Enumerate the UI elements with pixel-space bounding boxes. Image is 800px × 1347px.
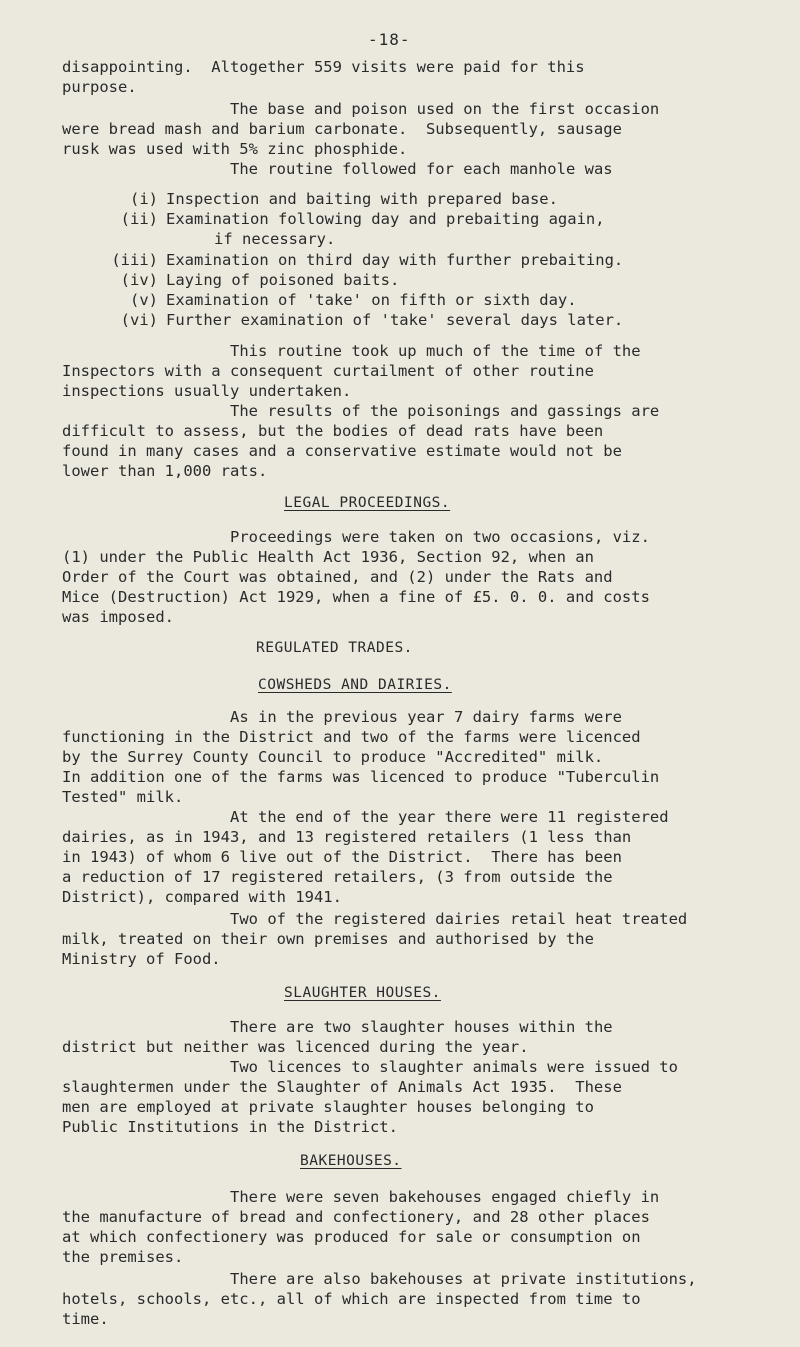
text-line: functioning in the District and two of the farms were licenced: [62, 728, 641, 746]
text-line: The base and poison used on the first occasion: [230, 100, 660, 118]
list-item: Laying of poisoned baits.: [166, 271, 400, 289]
list-item-number: (ii): [120, 210, 158, 228]
section-heading-bakehouses: BAKEHOUSES.: [300, 1153, 402, 1169]
text-line: There are also bakehouses at private institutions,: [230, 1270, 697, 1288]
list-item: Examination on third day with further prebaiting.: [166, 251, 624, 269]
text-line: This routine took up much of the time of the: [230, 342, 641, 360]
text-line: a reduction of 17 registered retailers, (3 from outside the: [62, 868, 613, 886]
text-line: hotels, schools, etc., all of which are inspected from time to: [62, 1290, 641, 1308]
text-line: There were seven bakehouses engaged chiefly in: [230, 1188, 660, 1206]
text-line: Public Institutions in the District.: [62, 1118, 398, 1136]
text-line: time.: [62, 1310, 109, 1328]
text-line: were bread mash and barium carbonate. Subsequently, sausage: [62, 120, 622, 138]
section-heading-legal: LEGAL PROCEEDINGS.: [284, 495, 451, 511]
text-line: disappointing. Altogether 559 visits were paid for this: [62, 58, 585, 76]
list-item-number: (v): [130, 291, 158, 309]
text-line: District), compared with 1941.: [62, 888, 342, 906]
text-line: In addition one of the farms was licenced to produce "Tuberculin: [62, 768, 660, 786]
section-heading-regulated: REGULATED TRADES.: [256, 640, 413, 656]
text-line: Tested" milk.: [62, 788, 184, 806]
list-item: Examination of 'take' on fifth or sixth day.: [166, 291, 577, 309]
text-line: men are employed at private slaughter houses belonging to: [62, 1098, 594, 1116]
list-item: Inspection and baiting with prepared base.: [166, 190, 558, 208]
text-line: As in the previous year 7 dairy farms were: [230, 708, 622, 726]
text-line: The results of the poisonings and gassings are: [230, 402, 660, 420]
list-item: Further examination of 'take' several days later.: [166, 311, 624, 329]
text-line: At the end of the year there were 11 registered: [230, 808, 669, 826]
text-line: Mice (Destruction) Act 1929, when a fine of £5. 0. 0. and costs: [62, 588, 650, 606]
text-line: lower than 1,000 rats.: [62, 462, 268, 480]
text-line: purpose.: [62, 78, 137, 96]
section-heading-slaughter: SLAUGHTER HOUSES.: [284, 985, 441, 1001]
list-item-number: (vi): [120, 311, 158, 329]
list-item-number: (iv): [120, 271, 158, 289]
subsection-heading-cowsheds: COWSHEDS AND DAIRIES.: [258, 677, 452, 693]
text-line: dairies, as in 1943, and 13 registered retailers (1 less than: [62, 828, 632, 846]
text-line: The routine followed for each manhole was: [230, 160, 613, 178]
text-line: Ministry of Food.: [62, 950, 221, 968]
text-line: Proceedings were taken on two occasions, viz.: [230, 528, 650, 546]
text-line: (1) under the Public Health Act 1936, Section 92, when an: [62, 548, 594, 566]
text-line: There are two slaughter houses within the: [230, 1018, 613, 1036]
text-line: Order of the Court was obtained, and (2) under the Rats and: [62, 568, 613, 586]
text-line: in 1943) of whom 6 live out of the District. There has been: [62, 848, 622, 866]
list-item-number: (i): [130, 190, 158, 208]
text-line: district but neither was licenced during the year.: [62, 1038, 529, 1056]
text-line: the manufacture of bread and confectionery, and 28 other places: [62, 1208, 650, 1226]
text-line: slaughtermen under the Slaughter of Animals Act 1935. These: [62, 1078, 622, 1096]
text-line: the premises.: [62, 1248, 184, 1266]
list-item-continuation: if necessary.: [214, 230, 336, 248]
list-item-number: (iii): [111, 251, 158, 269]
list-item: Examination following day and prebaiting again,: [166, 210, 605, 228]
text-line: rusk was used with 5% zinc phosphide.: [62, 140, 408, 158]
page-number: -18-: [368, 30, 411, 49]
text-line: found in many cases and a conservative estimate would not be: [62, 442, 622, 460]
text-line: at which confectionery was produced for sale or consumption on: [62, 1228, 641, 1246]
text-line: Inspectors with a consequent curtailment of other routine: [62, 362, 594, 380]
text-line: Two of the registered dairies retail heat treated: [230, 910, 688, 928]
text-line: was imposed.: [62, 608, 174, 626]
text-line: milk, treated on their own premises and authorised by the: [62, 930, 594, 948]
text-line: by the Surrey County Council to produce "Accredited" milk.: [62, 748, 604, 766]
text-line: Two licences to slaughter animals were issued to: [230, 1058, 678, 1076]
text-line: inspections usually undertaken.: [62, 382, 352, 400]
text-line: difficult to assess, but the bodies of dead rats have been: [62, 422, 604, 440]
